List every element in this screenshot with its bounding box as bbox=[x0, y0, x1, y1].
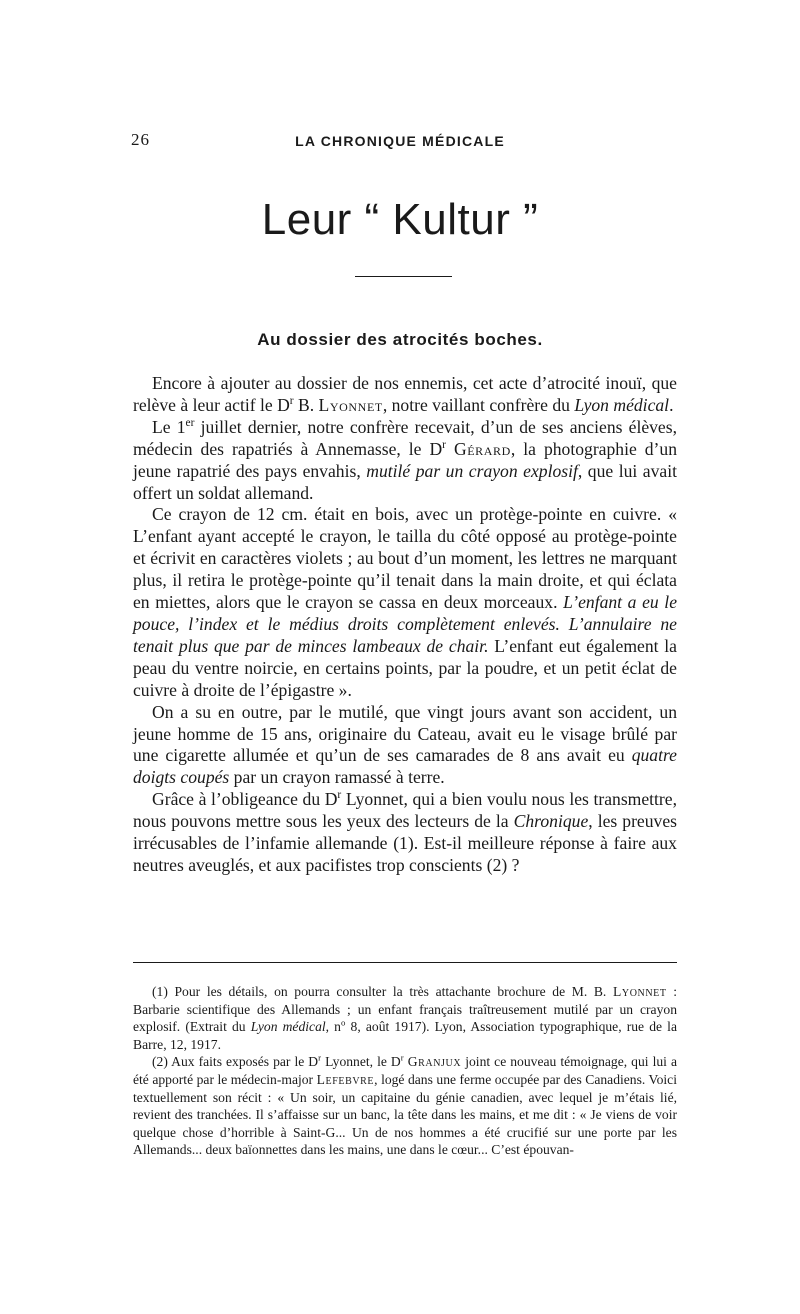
superscript: r bbox=[337, 789, 342, 802]
text-span: On a su en outre, par le mutilé, que vingt jours avant son accident, un jeune homme de 15 ans, originaire du Cateau, avait eu le visage brûlé par une cigarette allumée et qu’un de ses camarades de 8 ans avait eu bbox=[133, 701, 677, 766]
paragraph-5 bbox=[133, 789, 677, 877]
footnote-2 bbox=[133, 1053, 677, 1159]
doctor-name: Lefebvre bbox=[316, 1071, 375, 1087]
text-span: . Est-il meilleure réponse à faire aux neutres aveuglés, et aux pacifistes trop conscients bbox=[133, 833, 677, 875]
text-span bbox=[446, 439, 454, 459]
text-span: , notre vaillant confrère du bbox=[382, 394, 575, 415]
superscript: r bbox=[442, 438, 446, 451]
text-span: B. bbox=[293, 394, 319, 415]
doctor-name: Gérard bbox=[453, 438, 511, 459]
text-span: , que lui avait offert un soldat allemand. bbox=[133, 460, 677, 503]
superscript: o bbox=[340, 1017, 346, 1028]
article-body bbox=[133, 373, 677, 877]
superscript: r bbox=[318, 1052, 322, 1063]
text-span: Aux faits exposés par le D bbox=[167, 1054, 319, 1070]
author-name: Lyonnet bbox=[318, 394, 383, 415]
running-head: LA CHRONIQUE MÉDICALE bbox=[295, 133, 505, 149]
footnotes bbox=[133, 983, 677, 1159]
italic-text: quatre doigts coupés bbox=[133, 745, 677, 788]
italic-text: L’enfant a eu le pouce, l’index et le médius droits complètement enlevés. L’annulaire ne tenait plus que par de minces lambeaux de chair. bbox=[133, 592, 678, 656]
superscript: er bbox=[185, 416, 195, 429]
text-span: , la photographie d’un jeune rapatrié des pays envahis, bbox=[133, 438, 677, 481]
doctor-name: Granjux bbox=[407, 1054, 462, 1070]
text-span: Lyonnet, le D bbox=[321, 1054, 401, 1070]
text-span: , logé dans une ferme occupée par des Canadiens. Voici textuellement son récit : « Un soir, un capitaine du génie canadien, avec lequel je m’étais lié, revient des tranchées. Il s’affaisse sur un banc, la tête dans les mains, et me dit : « Je viens de voir quelque chose d’horrible à Saint-G... Un de nos hommes a été crucifié sur une porte par les Allemands... deux baïonnettes dans les mains, une dans le cœur... C’est épouvan- bbox=[133, 1071, 677, 1158]
text-span: ? bbox=[507, 854, 520, 875]
journal-title: Lyon médical bbox=[250, 1019, 326, 1035]
text-span: juillet dernier, notre confrère recevait, d’un de ses anciens élèves, médecin des rapatriés à Annemasse, le D bbox=[133, 416, 677, 459]
paragraph-3 bbox=[133, 504, 677, 701]
text-span: , n bbox=[325, 1019, 341, 1035]
footnote-divider bbox=[133, 962, 677, 963]
paragraph-4 bbox=[133, 702, 677, 790]
text-span: : Barbarie scientifique des Allemands ; un enfant français traîtreusement mutilé par un crayon explosif. (Extrait du bbox=[133, 984, 677, 1035]
footnote-marker: (2) bbox=[152, 1054, 168, 1070]
footnote-reference[interactable]: (2) bbox=[486, 854, 508, 875]
footnote-marker: (1) bbox=[152, 984, 168, 999]
journal-title: Chronique bbox=[513, 811, 589, 832]
page-number: 26 bbox=[131, 130, 150, 149]
text-span: Lyonnet, qui a bien voulu nous les transmettre, nous pouvons mettre sous les yeux des lecteurs de la bbox=[133, 789, 677, 832]
footnote-reference[interactable]: (1) bbox=[393, 833, 414, 854]
text-span: L’enfant eut également la peau du ventre noircie, en certains points, par la poudre, et un petit éclat de cuivre à droite de l’épigastre ». bbox=[133, 635, 677, 700]
text-span: . bbox=[669, 394, 674, 415]
text-span: Grâce à l’obligeance du D bbox=[152, 789, 338, 810]
text-span: , les preuves irrécusables de l’infamie allemande bbox=[133, 811, 677, 854]
superscript: r bbox=[400, 1052, 404, 1063]
text-span: joint ce nouveau témoignage, qui lui a été apporté par le médecin-major bbox=[133, 1054, 677, 1087]
superscript: r bbox=[289, 395, 294, 408]
article-title: Leur “ Kultur ” bbox=[261, 195, 539, 244]
author-name: Lyonnet bbox=[612, 984, 667, 999]
title-divider bbox=[355, 276, 452, 277]
text-span: Pour les détails, on pourra consulter la très attachante brochure de M. B. bbox=[167, 984, 613, 999]
italic-text: mutilé par un crayon explosif bbox=[366, 460, 578, 481]
article-subtitle: Au dossier des atrocités boches. bbox=[257, 330, 543, 349]
text-span: par un crayon ramassé à terre. bbox=[229, 767, 445, 788]
paragraph-1 bbox=[133, 373, 677, 417]
journal-title: Lyon médical bbox=[574, 394, 670, 415]
text-span: Ce crayon de 12 cm. était en bois, avec un protège-pointe en cuivre. « L’enfant ayant accepté le crayon, le tailla du côté opposé au protège-pointe et écrivit en caractères violets ; au bout d’un moment, les lettres ne marquant plus, il retira le protège-pointe qu’il tenait dans la main droite, et qui éclata en miettes, alors que le crayon se cassa en deux morceaux. bbox=[133, 504, 677, 613]
text-span: Le 1 bbox=[152, 416, 186, 437]
text-span: 8, août 1917). Lyon, Association typographique, rue de la Barre, 12, 1917. bbox=[133, 1019, 677, 1052]
text-span: Encore à ajouter au dossier de nos ennemis, cet acte d’atrocité inouï, que relève à leur actif le D bbox=[133, 373, 677, 415]
paragraph-2 bbox=[133, 417, 677, 505]
footnote-1 bbox=[133, 983, 677, 1053]
